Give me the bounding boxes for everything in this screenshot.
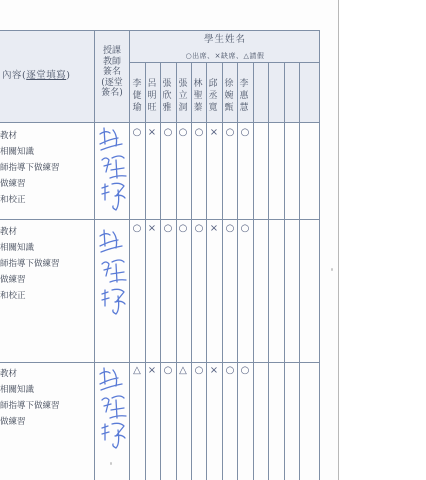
grid-line <box>94 30 95 480</box>
attendance-mark: × <box>209 127 219 138</box>
attendance-mark: ○ <box>225 127 235 138</box>
grid-line <box>268 62 269 480</box>
session-1-items: 教材 相關知識 師指導下做練習 做練習 和校正 <box>0 131 60 205</box>
attendance-mark: ○ <box>194 127 204 138</box>
student-name: 徐 婉 甄 <box>224 79 234 113</box>
page-edge <box>338 0 339 480</box>
attendance-mark: ○ <box>132 127 142 138</box>
session-3-items: 教材 相關知識 師指導下做練習 做練習 <box>0 369 60 427</box>
attendance-mark: △ <box>179 365 187 376</box>
student-name: 呂 明 旺 <box>147 79 157 113</box>
attendance-mark: ○ <box>132 223 142 234</box>
student-name: 李 惠 慧 <box>239 79 249 113</box>
attendance-mark: × <box>209 365 219 376</box>
grid-line <box>206 62 207 480</box>
attendance-mark: ○ <box>225 365 235 376</box>
attendance-mark: ○ <box>240 365 250 376</box>
content-column-note: 逐堂填寫 <box>26 70 67 81</box>
grid-line <box>299 62 300 480</box>
grid-line <box>319 30 320 480</box>
attendance-legend: ○出席、×缺席、△請假 <box>185 52 265 60</box>
session-2-items: 教材 相關知識 師指導下做練習 做練習 和校正 <box>0 227 60 301</box>
background-area <box>339 0 426 480</box>
attendance-mark: △ <box>133 365 141 376</box>
grid-line <box>191 62 192 480</box>
attendance-mark: × <box>209 223 219 234</box>
attendance-mark: ○ <box>225 223 235 234</box>
attendance-mark: ○ <box>163 127 173 138</box>
grid-line <box>253 62 254 480</box>
attendance-mark: × <box>147 127 157 138</box>
attendance-mark: × <box>147 223 157 234</box>
attendance-mark: ○ <box>240 223 250 234</box>
grid-line <box>176 62 177 480</box>
attendance-mark: ○ <box>178 127 188 138</box>
student-name: 邱 丞 寬 <box>208 79 218 113</box>
student-name: 張 立 洞 <box>178 79 188 113</box>
teacher-signature <box>96 366 130 456</box>
student-name: 張 欣 雅 <box>162 79 172 113</box>
grid-line <box>237 62 238 480</box>
grid-line <box>284 62 285 480</box>
teacher-signature-column-header: 授課 教師 簽名 (逐堂 簽名) <box>101 46 123 98</box>
attendance-mark: ○ <box>194 223 204 234</box>
attendance-mark: ○ <box>240 127 250 138</box>
grid-line <box>0 30 320 31</box>
attendance-mark: ○ <box>163 223 173 234</box>
content-column-header: 內容(逐堂填寫) <box>2 70 71 81</box>
attendance-mark: ○ <box>163 365 173 376</box>
attendance-mark: × <box>147 365 157 376</box>
attendance-mark: ○ <box>194 365 204 376</box>
attendance-mark: ○ <box>178 223 188 234</box>
scan-speck <box>331 268 333 271</box>
grid-line <box>145 62 146 480</box>
teacher-signature <box>96 124 130 214</box>
student-name: 李 倢 瑜 <box>132 79 142 113</box>
students-column-header: 學生姓名 <box>203 34 246 45</box>
grid-line <box>130 62 320 63</box>
student-name: 林 聖 蓁 <box>193 79 203 113</box>
grid-line <box>222 62 223 480</box>
grid-line <box>160 62 161 480</box>
teacher-signature <box>96 226 130 316</box>
